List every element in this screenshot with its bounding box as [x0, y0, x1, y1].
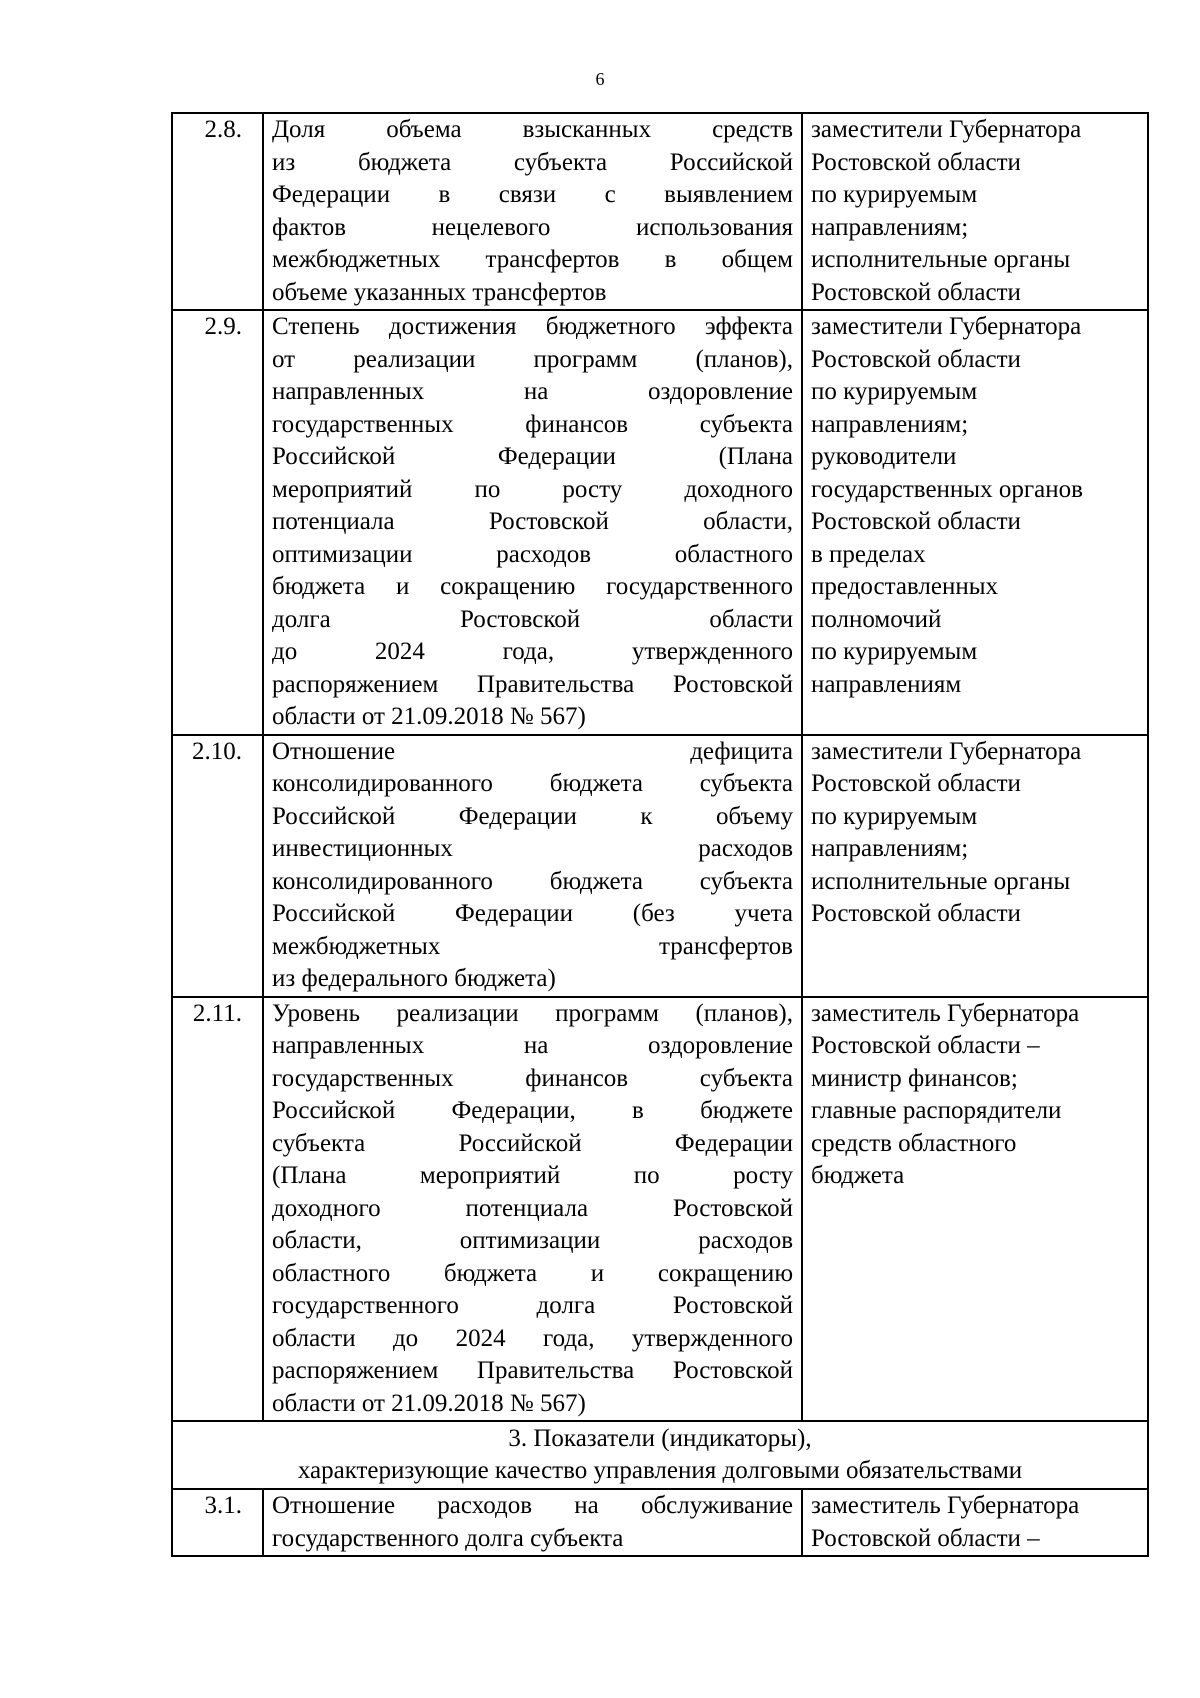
- section-header-row: [172, 1421, 1148, 1489]
- table-row: [172, 310, 1148, 735]
- indicator-name-line: мероприятий по росту доходного: [272, 475, 793, 503]
- table-row: [172, 997, 1148, 1422]
- indicator-name-line: фактов нецелевого использования: [272, 213, 793, 241]
- indicator-name-line: Российской Федерации (без учета: [272, 900, 793, 927]
- responsible-executors-line: направлениям;: [811, 835, 969, 862]
- indicator-name-line: консолидированного бюджета субъекта: [272, 867, 793, 895]
- indicator-name: [263, 310, 802, 735]
- page-number: 6: [595, 69, 605, 89]
- indicator-name-line: долга Ростовской области: [272, 605, 793, 633]
- indicator-name-line: направленных на оздоровление: [272, 378, 793, 405]
- section-subtitle: характеризующие качество управления долговыми обязательствами: [297, 1457, 1023, 1484]
- indicator-name-line: (Плана мероприятий по росту: [272, 1162, 793, 1189]
- indicator-name-line: областного бюджета и сокращению: [272, 1259, 793, 1287]
- indicator-name-line: распоряжением Правительства Ростовской: [272, 1357, 793, 1384]
- responsible-executors: [802, 310, 1148, 735]
- indicator-name-line: Отношение расходов на обслуживание: [272, 1492, 793, 1519]
- indicator-name-line: направленных на оздоровление: [272, 1032, 793, 1059]
- indicator-name-line: до 2024 года, утвержденного: [272, 638, 793, 665]
- section-header: [172, 1421, 1148, 1489]
- responsible-executors-line: Ростовской области: [811, 345, 1021, 373]
- indicators-table: [171, 112, 1149, 1557]
- responsible-executors: [802, 735, 1148, 997]
- table-row: [172, 113, 1148, 310]
- responsible-executors-line: исполнительные органы: [811, 246, 1071, 273]
- responsible-executors-line: направлениям;: [811, 410, 969, 438]
- responsible-executors-line: по курируемым: [811, 378, 978, 405]
- indicator-name: [263, 997, 802, 1422]
- indicator-name-line: области, оптимизации расходов: [272, 1227, 793, 1254]
- indicator-name-line: области от 21.09.2018 № 567): [272, 1389, 586, 1417]
- indicator-name-line: Уровень реализации программ (планов),: [272, 999, 793, 1027]
- indicator-number: 2.10.: [172, 735, 263, 997]
- indicator-name-line: Российской Федерации к объему: [272, 802, 793, 830]
- indicator-name-line: бюджета и сокращению государственного: [272, 573, 793, 600]
- responsible-executors-line: в пределах: [811, 540, 926, 568]
- responsible-executors-line: исполнительные органы: [811, 867, 1071, 895]
- indicator-name-line: инвестиционных расходов: [272, 835, 793, 862]
- indicator-number: 2.9.: [172, 310, 263, 735]
- indicator-name-line: из федерального бюджета): [272, 965, 556, 992]
- indicator-name-line: распоряжением Правительства Ростовской: [272, 670, 793, 698]
- indicator-name-line: субъекта Российской Федерации: [272, 1129, 793, 1157]
- responsible-executors-line: бюджета: [811, 1162, 905, 1189]
- indicator-name-line: оптимизации расходов областного: [272, 540, 793, 568]
- indicator-name-line: государственного долга субъекта: [272, 1524, 624, 1552]
- indicator-name: [263, 113, 802, 310]
- responsible-executors-line: Ростовской области: [811, 278, 1021, 306]
- responsible-executors: [802, 997, 1148, 1422]
- indicator-name-line: консолидированного бюджета субъекта: [272, 770, 793, 797]
- responsible-executors: [802, 1489, 1148, 1556]
- responsible-executors-line: по курируемым: [811, 638, 978, 665]
- responsible-executors-line: направлениям;: [811, 213, 969, 241]
- indicator-name-line: межбюджетных трансфертов: [272, 932, 793, 960]
- indicator-number: 3.1.: [172, 1489, 263, 1556]
- indicator-name-line: области до 2024 года, утвержденного: [272, 1324, 793, 1352]
- responsible-executors-line: министр финансов;: [811, 1064, 1018, 1092]
- section-title: 3. Показатели (индикаторы),: [508, 1425, 812, 1452]
- responsible-executors-line: главные распорядители: [811, 1097, 1062, 1124]
- responsible-executors-line: предоставленных: [811, 573, 999, 600]
- indicator-name-line: Степень достижения бюджетного эффекта: [272, 313, 793, 340]
- responsible-executors-line: направлениям: [811, 670, 962, 698]
- responsible-executors-line: заместители Губернатора: [811, 116, 1082, 143]
- indicators-table-body: [172, 113, 1148, 1556]
- responsible-executors-line: по курируемым: [811, 181, 978, 208]
- indicator-name-line: из бюджета субъекта Российской: [272, 148, 793, 176]
- indicator-number: 2.8.: [172, 113, 263, 310]
- indicator-name-line: от реализации программ (планов),: [272, 345, 793, 373]
- indicator-number: 2.11.: [172, 997, 263, 1422]
- indicator-name-line: Федерации в связи с выявлением: [272, 181, 793, 208]
- responsible-executors-line: государственных органов: [811, 475, 1083, 503]
- indicator-name-line: области от 21.09.2018 № 567): [272, 703, 586, 730]
- responsible-executors-line: средств областного: [811, 1129, 1017, 1157]
- indicator-name: [263, 735, 802, 997]
- indicator-name-line: доходного потенциала Ростовской: [272, 1194, 793, 1222]
- indicator-name-line: потенциала Ростовской области,: [272, 508, 793, 535]
- indicator-name-line: государственных финансов субъекта: [272, 410, 793, 438]
- table-row: [172, 735, 1148, 997]
- indicator-name: [263, 1489, 802, 1556]
- responsible-executors-line: заместители Губернатора: [811, 737, 1082, 765]
- indicator-name-line: Отношение дефицита: [272, 737, 793, 765]
- indicator-name-line: объеме указанных трансфертов: [272, 278, 607, 306]
- responsible-executors-line: Ростовской области: [811, 508, 1021, 535]
- responsible-executors-line: Ростовской области –: [811, 1032, 1040, 1059]
- responsible-executors-line: заместители Губернатора: [811, 313, 1082, 340]
- responsible-executors: [802, 113, 1148, 310]
- indicator-name-line: Российской Федерации, в бюджете: [272, 1097, 793, 1124]
- responsible-executors-line: Ростовской области –: [811, 1524, 1040, 1552]
- indicator-name-line: межбюджетных трансфертов в общем: [272, 246, 793, 273]
- indicator-name-line: государственного долга Ростовской: [272, 1292, 793, 1319]
- responsible-executors-line: руководители: [811, 443, 957, 470]
- responsible-executors-line: по курируемым: [811, 802, 978, 830]
- table-row: [172, 1489, 1148, 1556]
- responsible-executors-line: полномочий: [811, 605, 942, 633]
- responsible-executors-line: Ростовской области: [811, 900, 1021, 927]
- indicator-name-line: Доля объема взысканных средств: [272, 116, 793, 143]
- responsible-executors-line: Ростовской области: [811, 770, 1021, 797]
- indicator-name-line: Российской Федерации (Плана: [272, 443, 793, 470]
- indicator-name-line: государственных финансов субъекта: [272, 1064, 793, 1092]
- responsible-executors-line: заместитель Губернатора: [811, 1492, 1080, 1519]
- responsible-executors-line: Ростовской области: [811, 148, 1021, 176]
- responsible-executors-line: заместитель Губернатора: [811, 999, 1080, 1027]
